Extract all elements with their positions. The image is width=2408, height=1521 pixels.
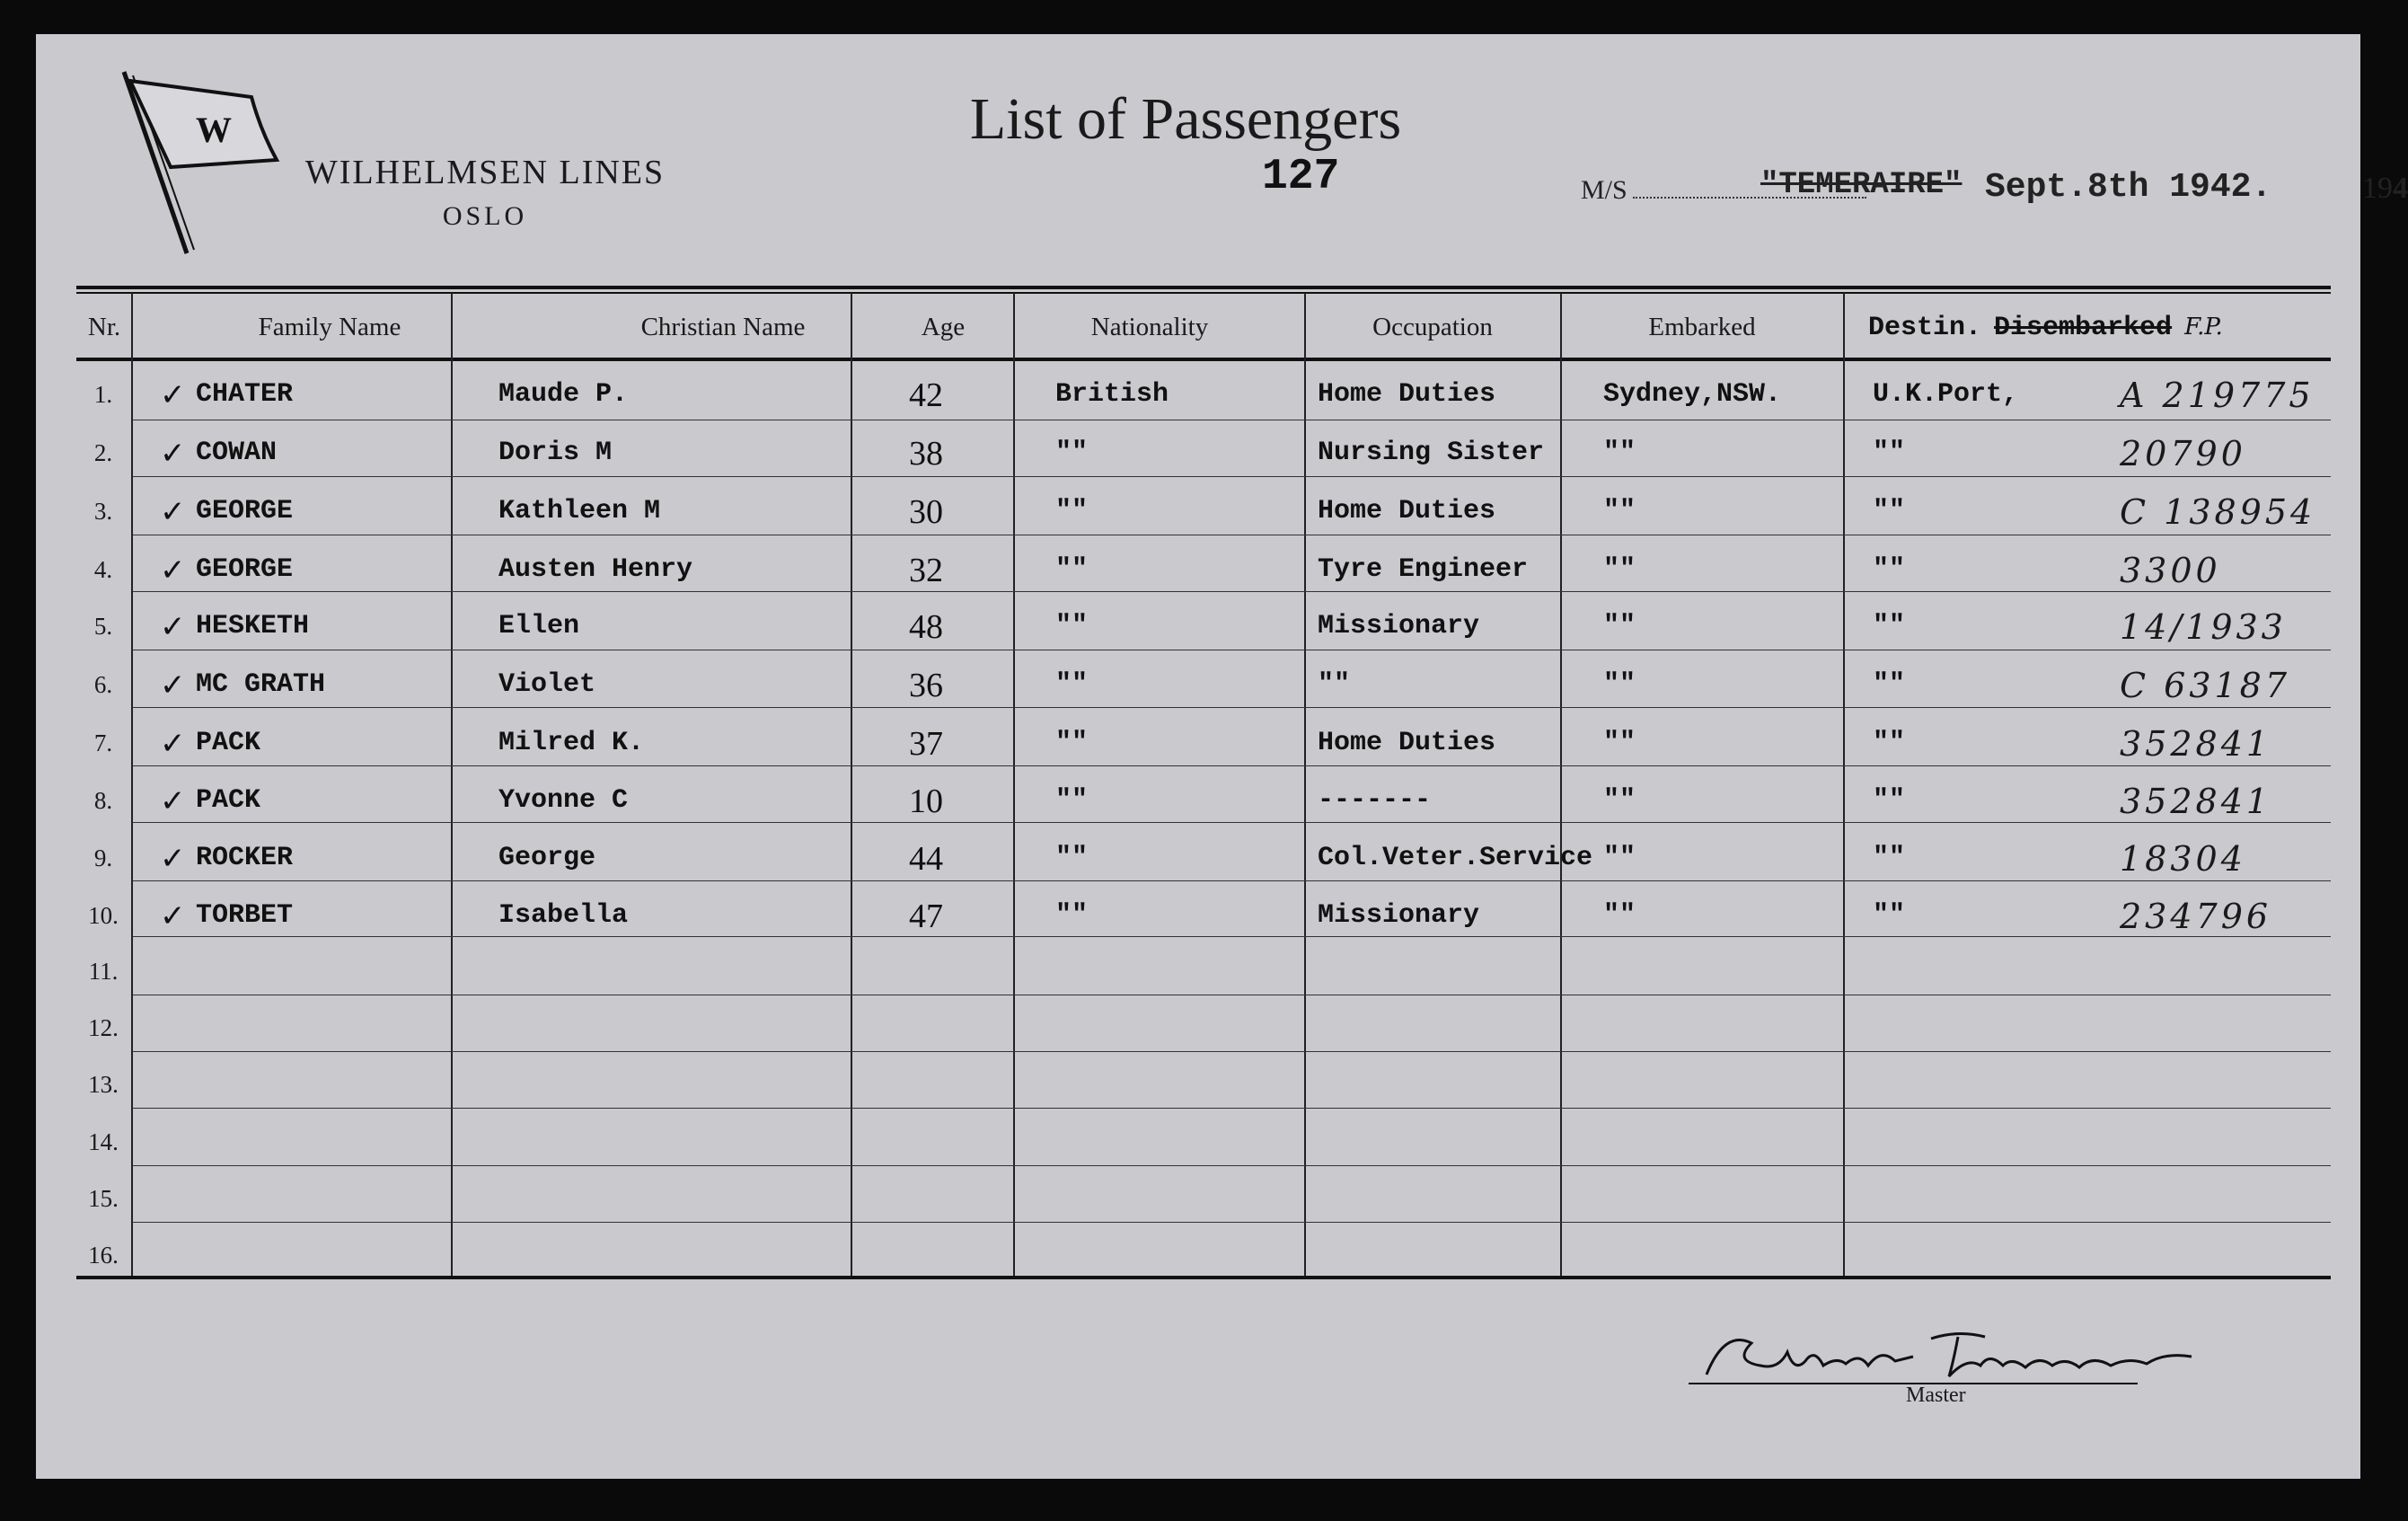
row-number: 5. [93,613,113,640]
occupation: Tyre Engineer [1318,554,1529,585]
handwritten-note: 352841 [2120,782,2272,821]
year-field: 194 [2362,172,2408,205]
occupation: "" [1318,669,1351,700]
family-name: HESKETH [196,611,310,641]
nationality: "" [1055,669,1089,700]
col-divider [851,293,852,1276]
row-rule [133,1108,2331,1109]
handwritten-note: 14/1933 [2120,607,2287,647]
handwritten-note: 3300 [2120,551,2221,590]
row-number: 7. [93,730,113,756]
christian-name: Isabella [498,900,629,931]
age: 10 [909,783,943,820]
destination: U.K.Port, [1873,379,2019,410]
handwritten-note: 18304 [2120,839,2246,879]
col-disembarked-struck: Disembarked [1994,313,2173,343]
age: 36 [909,667,943,704]
age: 47 [909,898,943,935]
handwritten-note: 234796 [2120,897,2272,936]
christian-name: George [498,843,596,873]
row-number: 4. [93,556,113,583]
company-city: OSLO [442,201,528,231]
check-mark-icon: ✓ [160,609,186,645]
nationality: "" [1055,728,1089,758]
age: 42 [909,376,943,414]
nationality: British [1055,379,1169,410]
destination: "" [1873,496,1906,526]
family-name: COWAN [196,438,278,468]
occupation: Home Duties [1318,728,1496,758]
col-divider [451,293,453,1276]
occupation: Home Duties [1318,379,1496,410]
occupation: ------- [1318,785,1432,816]
row-rule [133,707,2331,708]
embarked: "" [1603,900,1636,931]
nationality: "" [1055,900,1089,931]
check-mark-icon: ✓ [160,436,186,472]
svg-text:W: W [196,110,232,150]
check-mark-icon: ✓ [160,898,186,934]
table-bottom-rule [76,1276,2331,1279]
embarked: "" [1603,611,1636,641]
company-name [251,153,719,232]
row-number: 16. [88,1242,119,1269]
row-rule [133,476,2331,477]
occupation: Nursing Sister [1318,438,1545,468]
handwritten-note: 352841 [2120,724,2272,764]
occupation: Missionary [1318,900,1480,931]
embarked: "" [1603,728,1636,758]
col-christian-name: Christian Name [640,313,806,341]
embarked: "" [1603,438,1636,468]
embarked: "" [1603,785,1636,816]
occupation: Home Duties [1318,496,1496,526]
col-occupation: Occupation [1372,313,1493,341]
destination: "" [1873,843,1906,873]
row-number: 6. [93,671,113,698]
christian-name: Doris M [498,438,613,468]
age: 37 [909,725,943,763]
check-mark-icon: ✓ [160,783,186,819]
nationality: "" [1055,611,1089,641]
check-mark-icon: ✓ [160,841,186,877]
col-embarked: Embarked [1648,313,1756,341]
embarked: "" [1603,496,1636,526]
col-age: Age [921,313,966,341]
col-divider [131,293,133,1276]
row-rule [133,591,2331,592]
col-divider [1560,293,1562,1276]
row-number: 13. [88,1071,119,1098]
header-rule-top [76,286,2331,289]
row-number: 15. [88,1185,119,1212]
family-name: GEORGE [196,496,294,526]
age: 44 [909,840,943,878]
page-title: List of Passengers [969,86,1402,152]
age: 38 [909,435,943,473]
embarked: "" [1603,669,1636,700]
col-family-name: Family Name [258,313,401,341]
col-divider [1013,293,1015,1276]
row-number: 10. [88,902,119,929]
col-divider [1843,293,1845,1276]
row-number: 3. [93,498,113,525]
destination: "" [1873,785,1906,816]
age: 30 [909,493,943,531]
destination: "" [1873,438,1906,468]
family-name: TORBET [196,900,294,931]
occupation: Missionary [1318,611,1480,641]
destination: "" [1873,554,1906,585]
check-mark-icon: ✓ [160,494,186,530]
christian-name: Ellen [498,611,580,641]
family-name: ROCKER [196,843,294,873]
col-destin-label: Destin. [1868,313,1982,343]
family-name: GEORGE [196,554,294,585]
family-name: MC GRATH [196,669,326,700]
destination: "" [1873,900,1906,931]
document-sheet [36,34,2360,1479]
company-title: WILHELMSEN LINES [304,154,666,191]
handwritten-note: C 138954 [2120,492,2316,532]
handwritten-note: C 63187 [2120,666,2291,705]
row-rule [133,1051,2331,1052]
nationality: "" [1055,843,1089,873]
row-number: 14. [88,1128,119,1155]
check-mark-icon: ✓ [160,553,186,588]
destination: "" [1873,669,1906,700]
row-number: 11. [88,958,119,985]
occupation: Col.Veter.Service [1318,843,1593,873]
nationality: "" [1055,496,1089,526]
ship-info [1581,168,2408,207]
row-rule [133,1222,2331,1223]
master-label: Master [1906,1384,1966,1407]
nationality: "" [1055,438,1089,468]
voyage-date: Sept.8th 1942. [1985,168,2272,207]
family-name: PACK [196,785,261,816]
header-rule-top-thin [76,292,2331,294]
embarked: "" [1603,843,1636,873]
nationality: "" [1055,785,1089,816]
check-mark-icon: ✓ [160,377,186,413]
col-nationality: Nationality [1090,313,1209,341]
col-destination [1868,313,2223,343]
list-number: 127 [1262,153,1340,201]
christian-name: Violet [498,669,596,700]
age: 48 [909,608,943,646]
row-number: 8. [93,787,113,814]
row-rule [133,1165,2331,1166]
age: 32 [909,552,943,589]
ship-name: "TEMERAIRE" [1760,168,1963,202]
destination: "" [1873,611,1906,641]
check-mark-icon: ✓ [160,726,186,762]
col-divider [1304,293,1306,1276]
christian-name: Kathleen M [498,496,661,526]
row-rule [133,765,2331,766]
row-number: 9. [93,845,113,871]
row-rule [133,880,2331,881]
col-fp-note: F.P. [2184,314,2223,340]
ship-label: M/S [1581,175,1627,205]
row-number: 1. [93,381,113,408]
family-name: CHATER [196,379,294,410]
family-name: PACK [196,728,261,758]
embarked: Sydney,NSW. [1603,379,1782,410]
christian-name: Maude P. [498,379,629,410]
christian-name: Austen Henry [498,554,693,585]
embarked: "" [1603,554,1636,585]
destination: "" [1873,728,1906,758]
nationality: "" [1055,554,1089,585]
christian-name: Milred K. [498,728,645,758]
col-nr: Nr. [87,313,121,341]
check-mark-icon: ✓ [160,668,186,703]
row-number: 12. [88,1014,119,1041]
row-rule [133,936,2331,937]
handwritten-note: A 219775 [2120,376,2315,415]
row-rule [133,822,2331,823]
handwritten-note: 20790 [2120,434,2246,473]
master-signature [1689,1321,2227,1393]
christian-name: Yvonne C [498,785,629,816]
row-number: 2. [93,439,113,466]
